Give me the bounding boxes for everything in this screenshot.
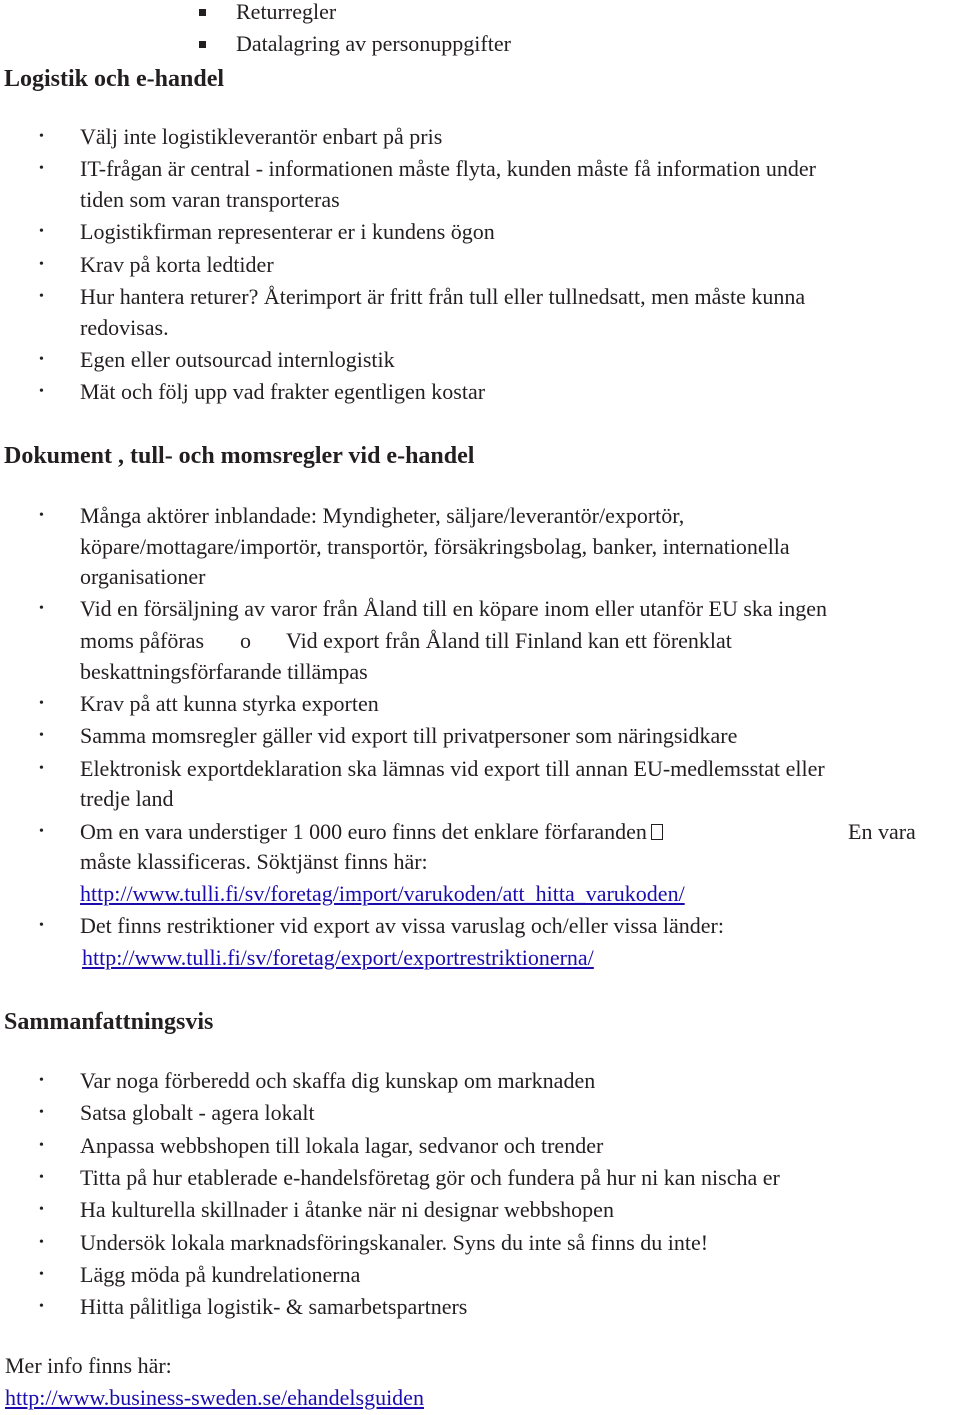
list-item: Det finns restriktioner vid export av vissa varuslag och/eller vissa länder:: [80, 913, 724, 938]
bullet-icon: •: [39, 696, 44, 711]
bullet-icon: •: [39, 384, 44, 399]
list-item: Samma momsregler gäller vid export till privatpersoner som näringsidkare: [80, 723, 738, 748]
business-sweden-link[interactable]: http://www.business-sweden.se/ehandelsguiden: [5, 1385, 424, 1410]
list-item-continuation: [80, 881, 685, 907]
list-item: Krav på att kunna styrka exporten: [80, 691, 379, 716]
list-item: Ha kulturella skillnader i åtanke när ni designar webbshopen: [80, 1197, 614, 1222]
bullet-icon: •: [39, 1235, 44, 1250]
bullet-icon: •: [39, 1202, 44, 1217]
bullet-icon: •: [39, 1073, 44, 1088]
list-item: Egen eller outsourcad internlogistik: [80, 347, 395, 372]
list-item: Krav på korta ledtider: [80, 252, 274, 277]
bullet-icon: •: [39, 161, 44, 176]
list-item-text: En vara: [848, 819, 916, 844]
bullet-icon: •: [39, 289, 44, 304]
list-item: Datalagring av personuppgifter: [236, 31, 511, 56]
bullet-icon: •: [39, 508, 44, 523]
bullet-icon: •: [39, 918, 44, 933]
list-item: Var noga förberedd och skaffa dig kunskap om marknaden: [80, 1068, 596, 1093]
list-item-continuation: tredje land: [80, 786, 174, 811]
square-bullet-icon: [199, 41, 206, 48]
bullet-icon: •: [39, 257, 44, 272]
bullet-icon: •: [39, 824, 44, 839]
list-item-continuation: organisationer: [80, 564, 206, 589]
section-heading-dokument: Dokument , tull- och momsregler vid e-handel: [4, 443, 475, 469]
list-item: Välj inte logistikleverantör enbart på pris: [80, 124, 443, 149]
bullet-icon: •: [39, 224, 44, 239]
list-item: Elektronisk exportdeklaration ska lämnas vid export till annan EU-medlemsstat eller: [80, 756, 825, 781]
sub-bullet-marker: o: [240, 628, 251, 653]
bullet-icon: •: [39, 129, 44, 144]
list-item: Titta på hur etablerade e-handelsföretag gör och fundera på hur ni kan nischa er: [80, 1165, 780, 1190]
missing-glyph-box-icon: [651, 824, 663, 840]
exportrestriktioner-link[interactable]: http://www.tulli.fi/sv/foretag/export/exportrestriktionerna/: [82, 945, 594, 970]
list-item: IT-frågan är central - informationen måste flyta, kunden måste få information under: [80, 156, 816, 181]
list-item: Hitta pålitliga logistik- & samarbetspartners: [80, 1294, 468, 1319]
bullet-icon: •: [39, 761, 44, 776]
list-item: Vid en försäljning av varor från Åland till en köpare inom eller utanför EU ska ingen: [80, 596, 828, 621]
bullet-icon: •: [39, 1299, 44, 1314]
bullet-icon: •: [39, 1138, 44, 1153]
section-heading-logistik: Logistik och e-handel: [4, 66, 225, 92]
section-heading-sammanfattning: Sammanfattningsvis: [4, 1009, 214, 1035]
list-item: Mät och följ upp vad frakter egentligen kostar: [80, 379, 486, 404]
list-item-text: Om en vara understiger 1 000 euro finns det enklare förfaranden: [80, 819, 647, 844]
bullet-icon: •: [39, 352, 44, 367]
list-item-continuation: moms påföras: [80, 628, 205, 653]
list-item: Lägg möda på kundrelationerna: [80, 1262, 361, 1287]
list-item-continuation: redovisas.: [80, 315, 169, 340]
bullet-icon: •: [39, 728, 44, 743]
more-info-label: Mer info finns här:: [5, 1353, 172, 1378]
bullet-icon: •: [39, 1105, 44, 1120]
list-item-continuation: beskattningsförfarande tillämpas: [80, 659, 368, 684]
list-item: Satsa globalt - agera lokalt: [80, 1100, 315, 1125]
list-item-continuation: köpare/mottagare/importör, transportör, försäkringsbolag, banker, internationella: [80, 534, 790, 559]
bullet-icon: •: [39, 601, 44, 616]
list-item: Hur hantera returer? Återimport är fritt från tull eller tullnedsatt, men måste kunna: [80, 284, 806, 309]
list-item: Returregler: [236, 0, 337, 24]
list-item: Många aktörer inblandade: Myndigheter, säljare/leverantör/exportör,: [80, 503, 685, 528]
list-item: Undersök lokala marknadsföringskanaler. Syns du inte så finns du inte!: [80, 1230, 709, 1255]
list-item: Logistikfirman representerar er i kundens ögon: [80, 219, 495, 244]
more-info-line: [5, 1385, 424, 1411]
list-item: Anpassa webbshopen till lokala lagar, sedvanor och trender: [80, 1133, 604, 1158]
bullet-icon: •: [39, 1170, 44, 1185]
list-item-continuation: tiden som varan transporteras: [80, 187, 340, 212]
bullet-icon: •: [39, 1267, 44, 1282]
list-item-continuation: [82, 945, 594, 971]
square-bullet-icon: [199, 9, 206, 16]
sub-list-item: Vid export från Åland till Finland kan ett förenklat: [286, 628, 732, 653]
list-item-continuation: måste klassificeras. Söktjänst finns här:: [80, 849, 428, 874]
varukoden-link[interactable]: http://www.tulli.fi/sv/foretag/import/varukoden/att_hitta_varukoden/: [80, 881, 685, 906]
list-item: [80, 819, 663, 845]
